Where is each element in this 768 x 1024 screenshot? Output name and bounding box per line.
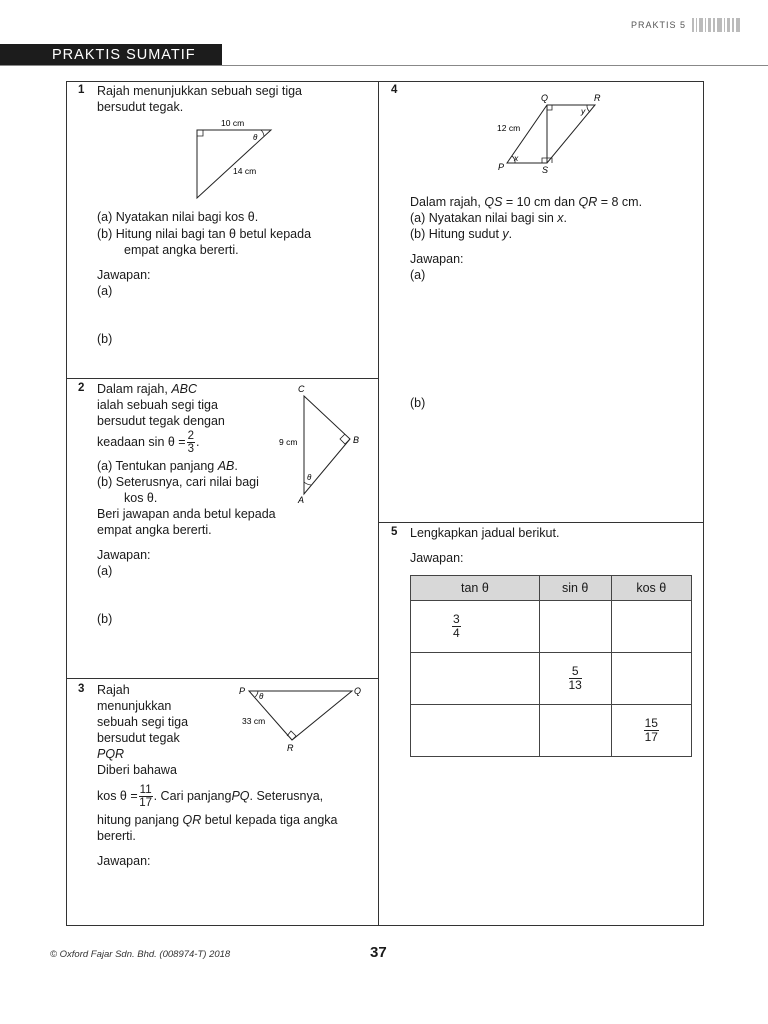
question-text: PQR (97, 747, 125, 761)
question-number: 1 (78, 84, 85, 96)
question-text: hitung panjang QR betul kepada tiga angka (97, 813, 338, 827)
answer-part-b: (b) (97, 612, 113, 626)
parallelogram-figure (492, 90, 622, 176)
question-text: bersudut tegak. (97, 100, 184, 114)
vertex-label: S (542, 165, 549, 175)
vertex-label: P (239, 686, 246, 696)
vertex-label: Q (541, 93, 549, 103)
grid-divider (66, 378, 378, 379)
answer-part-a: (a) (97, 564, 113, 578)
answer-label: Jawapan: (410, 252, 464, 266)
question-text: Lengkapkan jadual berikut. (410, 526, 560, 540)
vertex-label: A (298, 495, 305, 505)
question-number: 2 (78, 382, 85, 394)
question-part-b: (b) Hitung nilai bagi tan θ betul kepada (97, 227, 312, 241)
question-text: sebuah segi tiga (97, 715, 189, 729)
table-cell[interactable] (539, 601, 611, 653)
table-row (411, 653, 692, 705)
column-header: kos θ (611, 576, 691, 601)
question-text: ialah sebuah segi tiga (97, 398, 218, 412)
triangle-figure (185, 114, 285, 204)
table-cell[interactable] (411, 705, 540, 757)
answer-part-a: (a) (97, 284, 113, 298)
column-header: sin θ (539, 576, 611, 601)
question-text: menunjukkan (97, 699, 172, 713)
vertex-label: R (287, 743, 294, 753)
question-text: keadaan sin θ = $\frac{2}{3}$ . (97, 429, 200, 455)
answer-label: Jawapan: (410, 551, 464, 565)
section-label: PRAKTIS 5 (630, 20, 686, 30)
question-number: 5 (391, 526, 398, 538)
table-header-row (411, 576, 692, 601)
question-text: bersudut tegak (97, 731, 180, 745)
side-label: 33 cm (242, 716, 266, 726)
table-row (411, 705, 692, 757)
table-cell[interactable] (611, 653, 691, 705)
question-text: Rajah (97, 683, 130, 697)
question-text: kos θ = $\frac{11}{17}$ . Cari panjang PQ . Seterusnya, (97, 783, 324, 809)
table-cell[interactable] (611, 705, 691, 757)
question-text: Rajah menunjukkan sebuah segi tiga (97, 84, 302, 98)
vertex-label: P (498, 162, 505, 172)
fraction: $\frac{11}{17}$ (139, 783, 153, 809)
column-header: tan θ (411, 576, 540, 601)
trig-table (410, 575, 692, 757)
question-text: empat angka bererti. (124, 243, 239, 257)
copyright-text: © Oxford Fajar Sdn. Bhd. (008974-T) 2018 (50, 949, 231, 960)
question-part-b: (b) Seterusnya, cari nilai bagi (97, 475, 259, 489)
grid-divider (66, 678, 378, 679)
angle-label: y (581, 106, 586, 116)
question-part-a: (a) Nyatakan nilai bagi sin x. (410, 211, 568, 225)
question-number: 4 (391, 84, 398, 96)
vertex-label: Q (354, 686, 362, 696)
grid-divider (378, 522, 704, 523)
page-number: 37 (370, 944, 387, 961)
header-rule (0, 65, 768, 66)
table-cell[interactable] (611, 601, 691, 653)
question-text: Diberi bahawa (97, 763, 177, 777)
question-text: Beri jawapan anda betul kepada (97, 507, 276, 521)
barcode-decoration (692, 18, 746, 32)
question-text: empat angka bererti. (97, 523, 212, 537)
vertex-label: R (594, 93, 601, 103)
triangle-figure (274, 382, 366, 506)
question-part-b: (b) Hitung sudut y. (410, 227, 513, 241)
grid-divider (378, 81, 379, 926)
side-label: 10 cm (221, 118, 245, 128)
answer-part-b: (b) (97, 332, 113, 346)
triangle-figure (236, 682, 366, 754)
fraction: $\frac{15}{17}$ (644, 716, 658, 744)
question-number: 3 (78, 683, 85, 695)
table-cell[interactable] (539, 705, 611, 757)
side-label: 9 cm (279, 437, 298, 447)
answer-part-b: (b) (410, 396, 426, 410)
section-banner: PRAKTIS SUMATIF (0, 44, 222, 66)
fraction: $\frac{5}{13}$ (568, 664, 582, 692)
question-text: kos θ. (124, 491, 158, 505)
question-part-a: (a) Tentukan panjang AB. (97, 459, 238, 473)
table-cell[interactable] (411, 601, 540, 653)
side-label: 12 cm (497, 123, 521, 133)
question-part-a: (a) Nyatakan nilai bagi kos θ. (97, 210, 259, 224)
answer-part-a: (a) (410, 268, 426, 282)
vertex-label: C (298, 384, 305, 394)
angle-label: θ (307, 473, 312, 482)
angle-label: x (514, 153, 519, 163)
table-row (411, 601, 692, 653)
answer-label: Jawapan: (97, 548, 151, 562)
answer-label: Jawapan: (97, 268, 151, 282)
fraction: $\frac{2}{3}$ (187, 429, 195, 455)
question-text: Dalam rajah, ABC (97, 382, 198, 396)
angle-label: θ (259, 692, 264, 701)
table-cell[interactable] (539, 653, 611, 705)
question-text: bersudut tegak dengan (97, 414, 225, 428)
question-text: bererti. (97, 829, 136, 843)
answer-label: Jawapan: (97, 854, 151, 868)
table-cell[interactable] (411, 653, 540, 705)
angle-label: θ (253, 133, 258, 142)
side-label: 14 cm (233, 166, 257, 176)
question-text: Dalam rajah, QS = 10 cm dan QR = 8 cm. (410, 195, 643, 209)
vertex-label: B (353, 435, 360, 445)
fraction: $\frac{3}{4}$ (453, 612, 460, 640)
